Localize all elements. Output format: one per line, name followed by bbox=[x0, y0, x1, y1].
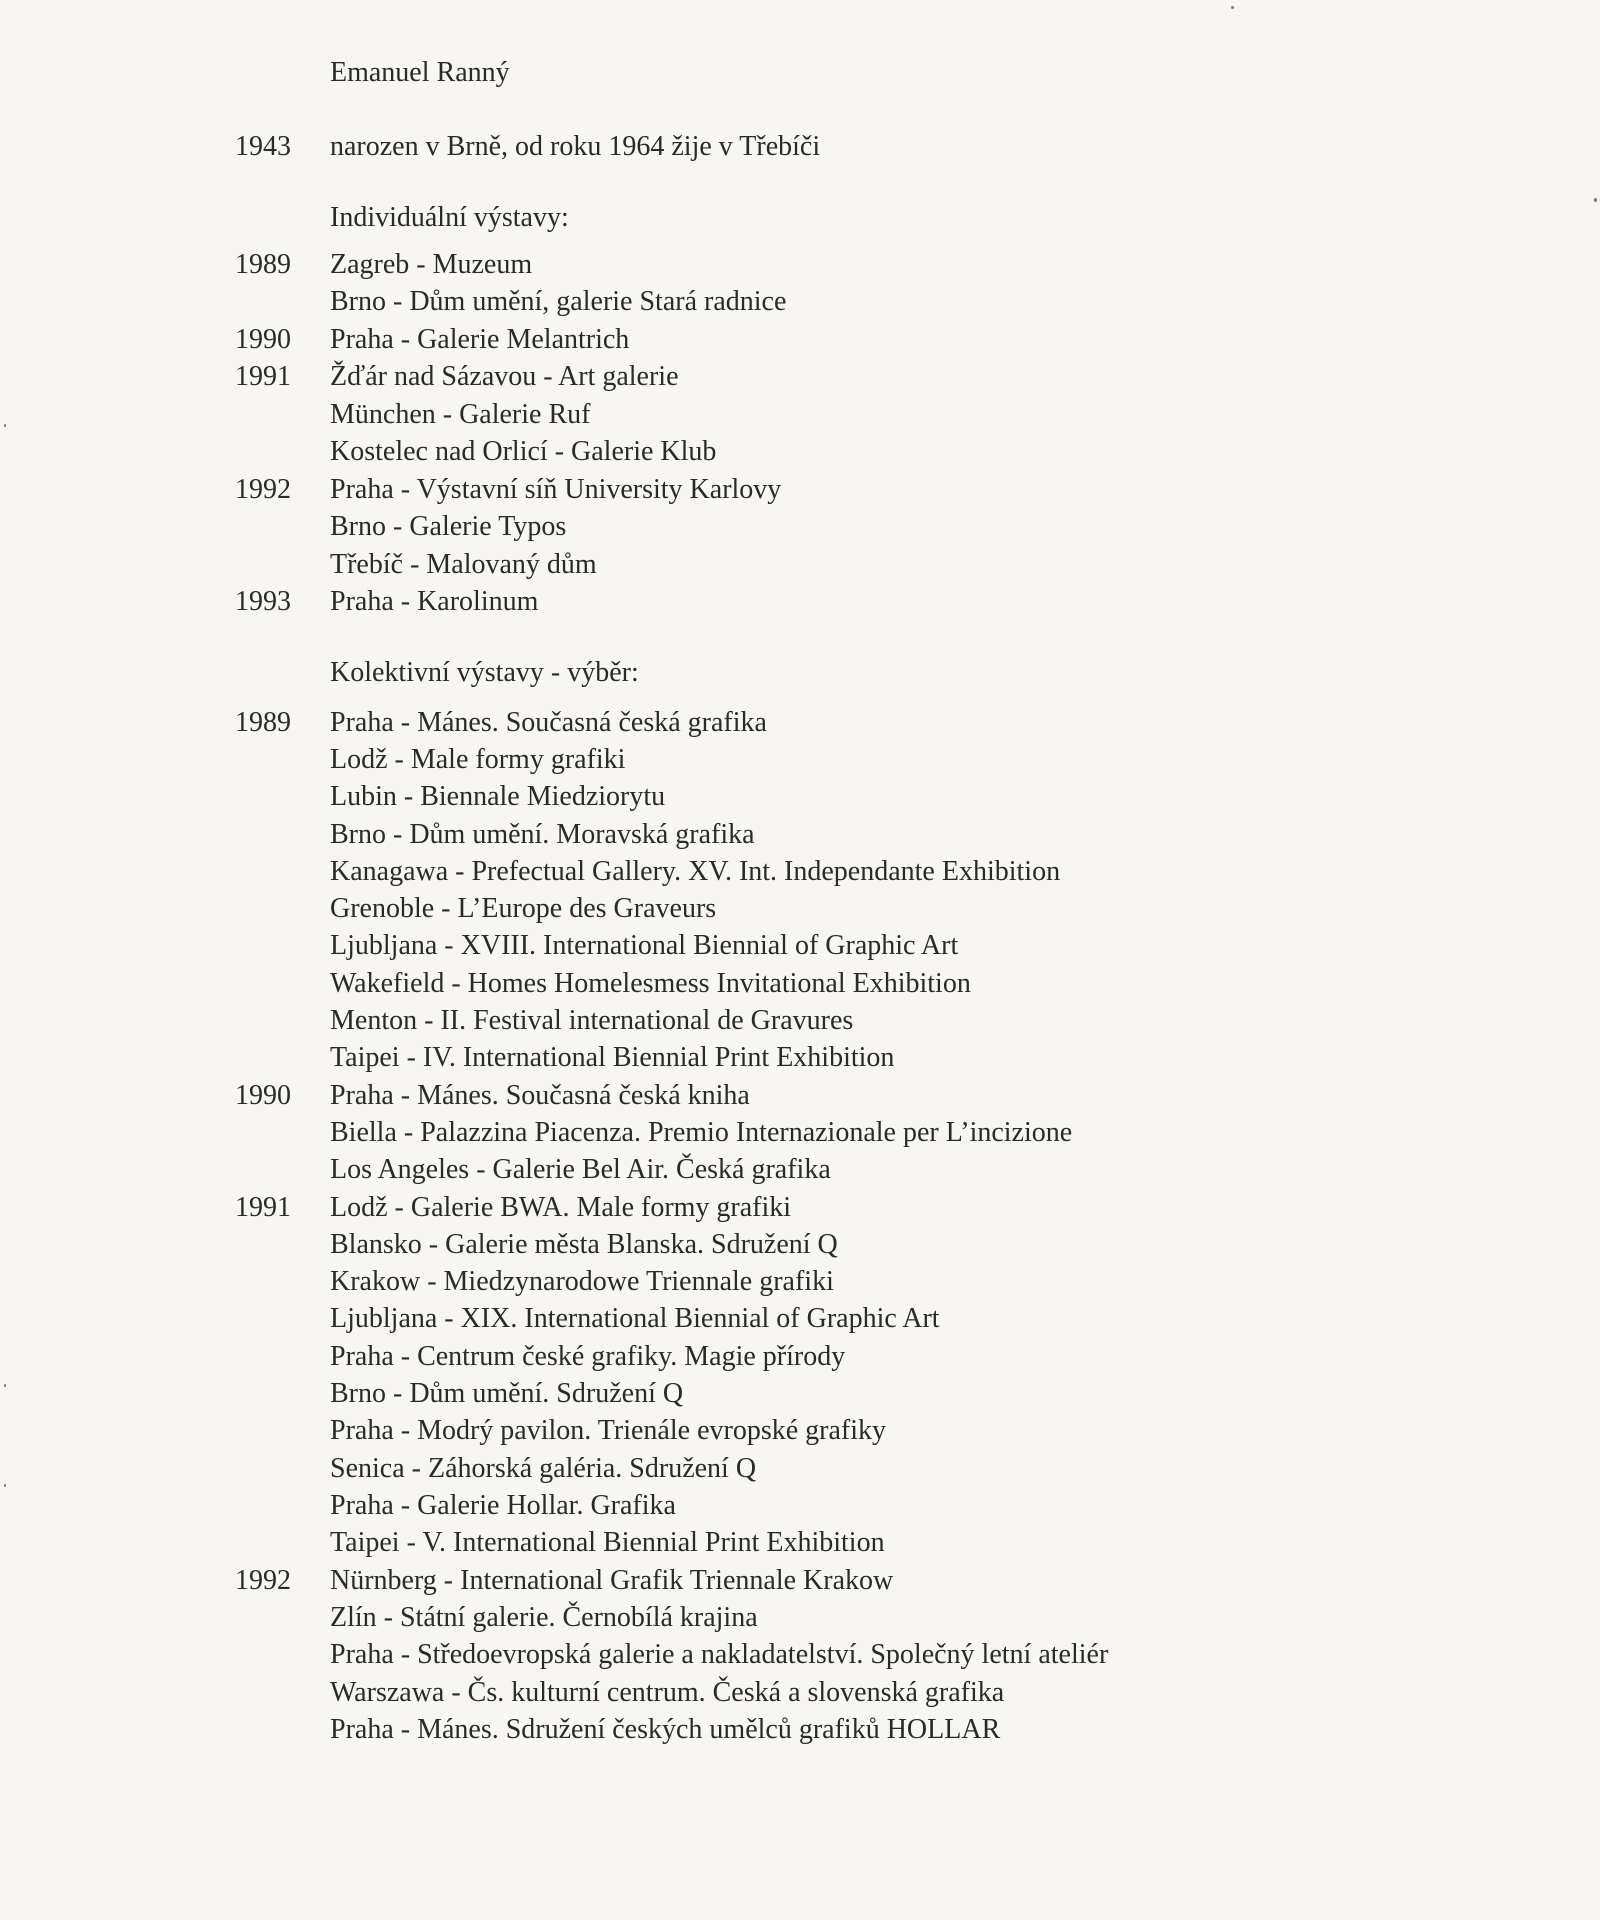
exhibition: Krakow - Miedzynarodowe Triennale grafiki bbox=[330, 1266, 834, 1297]
list-item bbox=[0, 1300, 1600, 1337]
individual-exhibitions-heading: Individuální výstavy: bbox=[330, 202, 569, 233]
scan-speck bbox=[1231, 6, 1234, 9]
year: 1989 bbox=[235, 249, 291, 280]
list-item bbox=[0, 1002, 1600, 1039]
exhibition: Praha - Středoevropská galerie a nakladatelství. Společný letní ateliér bbox=[330, 1639, 1109, 1670]
exhibition: Blansko - Galerie města Blanska. Sdružení Q bbox=[330, 1229, 838, 1260]
birth-text: narozen v Brně, od roku 1964 žije v Třebíči bbox=[330, 131, 821, 162]
exhibition: Menton - II. Festival international de Gravures bbox=[330, 1005, 854, 1036]
exhibition: Třebíč - Malovaný dům bbox=[330, 549, 597, 580]
list-item bbox=[0, 1450, 1600, 1487]
list-item bbox=[0, 1263, 1600, 1300]
exhibition: Zagreb - Muzeum bbox=[330, 249, 533, 280]
list-item bbox=[0, 471, 1600, 508]
exhibition: Grenoble - L’Europe des Graveurs bbox=[330, 893, 717, 924]
exhibition: Taipei - IV. International Biennial Print Exhibition bbox=[330, 1042, 895, 1073]
list-item bbox=[0, 1077, 1600, 1114]
list-item bbox=[0, 1412, 1600, 1449]
year: 1992 bbox=[235, 474, 291, 505]
scan-speck bbox=[4, 424, 6, 427]
exhibition: Praha - Galerie Hollar. Grafika bbox=[330, 1490, 676, 1521]
list-item bbox=[0, 1375, 1600, 1412]
exhibition: Brno - Galerie Typos bbox=[330, 511, 567, 542]
list-item bbox=[0, 283, 1600, 320]
exhibition: Praha - Centrum české grafiky. Magie přírody bbox=[330, 1341, 846, 1372]
year: 1991 bbox=[235, 1192, 291, 1223]
year: 1989 bbox=[235, 707, 291, 738]
year: 1990 bbox=[235, 1080, 291, 1111]
list-item bbox=[0, 1189, 1600, 1226]
collective-exhibitions-heading: Kolektivní výstavy - výběr: bbox=[330, 657, 639, 688]
list-item bbox=[0, 1151, 1600, 1188]
list-item bbox=[0, 1338, 1600, 1375]
exhibition: Brno - Dům umění, galerie Stará radnice bbox=[330, 286, 787, 317]
list-item bbox=[0, 890, 1600, 927]
list-item bbox=[0, 583, 1600, 620]
list-item bbox=[0, 1039, 1600, 1076]
list-item bbox=[0, 1226, 1600, 1263]
list-item bbox=[0, 246, 1600, 283]
exhibition: Praha - Mánes. Současná česká grafika bbox=[330, 707, 767, 738]
exhibition: München - Galerie Ruf bbox=[330, 399, 591, 430]
exhibition: Zlín - Státní galerie. Černobílá krajina bbox=[330, 1602, 758, 1633]
list-item bbox=[0, 1636, 1600, 1673]
birth-year: 1943 bbox=[235, 131, 291, 162]
list-item bbox=[0, 704, 1600, 741]
list-item bbox=[0, 1114, 1600, 1151]
exhibition: Taipei - V. International Biennial Print Exhibition bbox=[330, 1527, 885, 1558]
list-item bbox=[0, 1674, 1600, 1711]
exhibition: Biella - Palazzina Piacenza. Premio Internazionale per L’incizione bbox=[330, 1117, 1073, 1148]
exhibition: Brno - Dům umění. Sdružení Q bbox=[330, 1378, 684, 1409]
list-item bbox=[0, 433, 1600, 470]
list-item bbox=[0, 546, 1600, 583]
exhibition: Praha - Mánes. Současná česká kniha bbox=[330, 1080, 750, 1111]
exhibition: Wakefield - Homes Homelesmess Invitational Exhibition bbox=[330, 968, 971, 999]
list-item bbox=[0, 1711, 1600, 1748]
exhibition: Kostelec nad Orlicí - Galerie Klub bbox=[330, 436, 717, 467]
list-item bbox=[0, 358, 1600, 395]
list-item bbox=[0, 1487, 1600, 1524]
year: 1992 bbox=[235, 1565, 291, 1596]
list-item bbox=[0, 965, 1600, 1002]
exhibition: Praha - Výstavní síň University Karlovy bbox=[330, 474, 782, 505]
list-item bbox=[0, 1524, 1600, 1561]
list-item bbox=[0, 396, 1600, 433]
list-item bbox=[0, 927, 1600, 964]
year: 1990 bbox=[235, 324, 291, 355]
exhibition: Los Angeles - Galerie Bel Air. Česká grafika bbox=[330, 1154, 831, 1185]
exhibition: Lodž - Galerie BWA. Male formy grafiki bbox=[330, 1192, 792, 1223]
list-item bbox=[0, 1562, 1600, 1599]
exhibition: Praha - Galerie Melantrich bbox=[330, 324, 630, 355]
exhibition: Ljubljana - XIX. International Biennial of Graphic Art bbox=[330, 1303, 940, 1334]
exhibition: Ljubljana - XVIII. International Biennial of Graphic Art bbox=[330, 930, 959, 961]
year: 1993 bbox=[235, 586, 291, 617]
exhibition: Brno - Dům umění. Moravská grafika bbox=[330, 819, 755, 850]
scan-speck bbox=[4, 1384, 6, 1387]
exhibition: Senica - Záhorská galéria. Sdružení Q bbox=[330, 1453, 757, 1484]
author-name: Emanuel Ranný bbox=[330, 57, 510, 88]
exhibition: Warszawa - Čs. kulturní centrum. Česká a slovenská grafika bbox=[330, 1677, 1005, 1708]
exhibition: Praha - Mánes. Sdružení českých umělců grafiků HOLLAR bbox=[330, 1714, 1001, 1745]
list-item bbox=[0, 816, 1600, 853]
scan-speck bbox=[4, 1484, 6, 1487]
list-item bbox=[0, 321, 1600, 358]
exhibition: Lodž - Male formy grafiki bbox=[330, 744, 626, 775]
exhibition: Žďár nad Sázavou - Art galerie bbox=[330, 361, 679, 392]
exhibition: Kanagawa - Prefectual Gallery. XV. Int. Independante Exhibition bbox=[330, 856, 1061, 887]
exhibition: Nürnberg - International Grafik Triennale Krakow bbox=[330, 1565, 894, 1596]
list-item bbox=[0, 741, 1600, 778]
list-item bbox=[0, 853, 1600, 890]
list-item bbox=[0, 1599, 1600, 1636]
exhibition: Praha - Karolinum bbox=[330, 586, 539, 617]
scan-speck bbox=[1594, 198, 1597, 202]
birth-row bbox=[0, 128, 1600, 165]
exhibition: Lubin - Biennale Miedziorytu bbox=[330, 781, 666, 812]
list-item bbox=[0, 508, 1600, 545]
exhibition: Praha - Modrý pavilon. Trienále evropské grafiky bbox=[330, 1415, 886, 1446]
year: 1991 bbox=[235, 361, 291, 392]
list-item bbox=[0, 778, 1600, 815]
